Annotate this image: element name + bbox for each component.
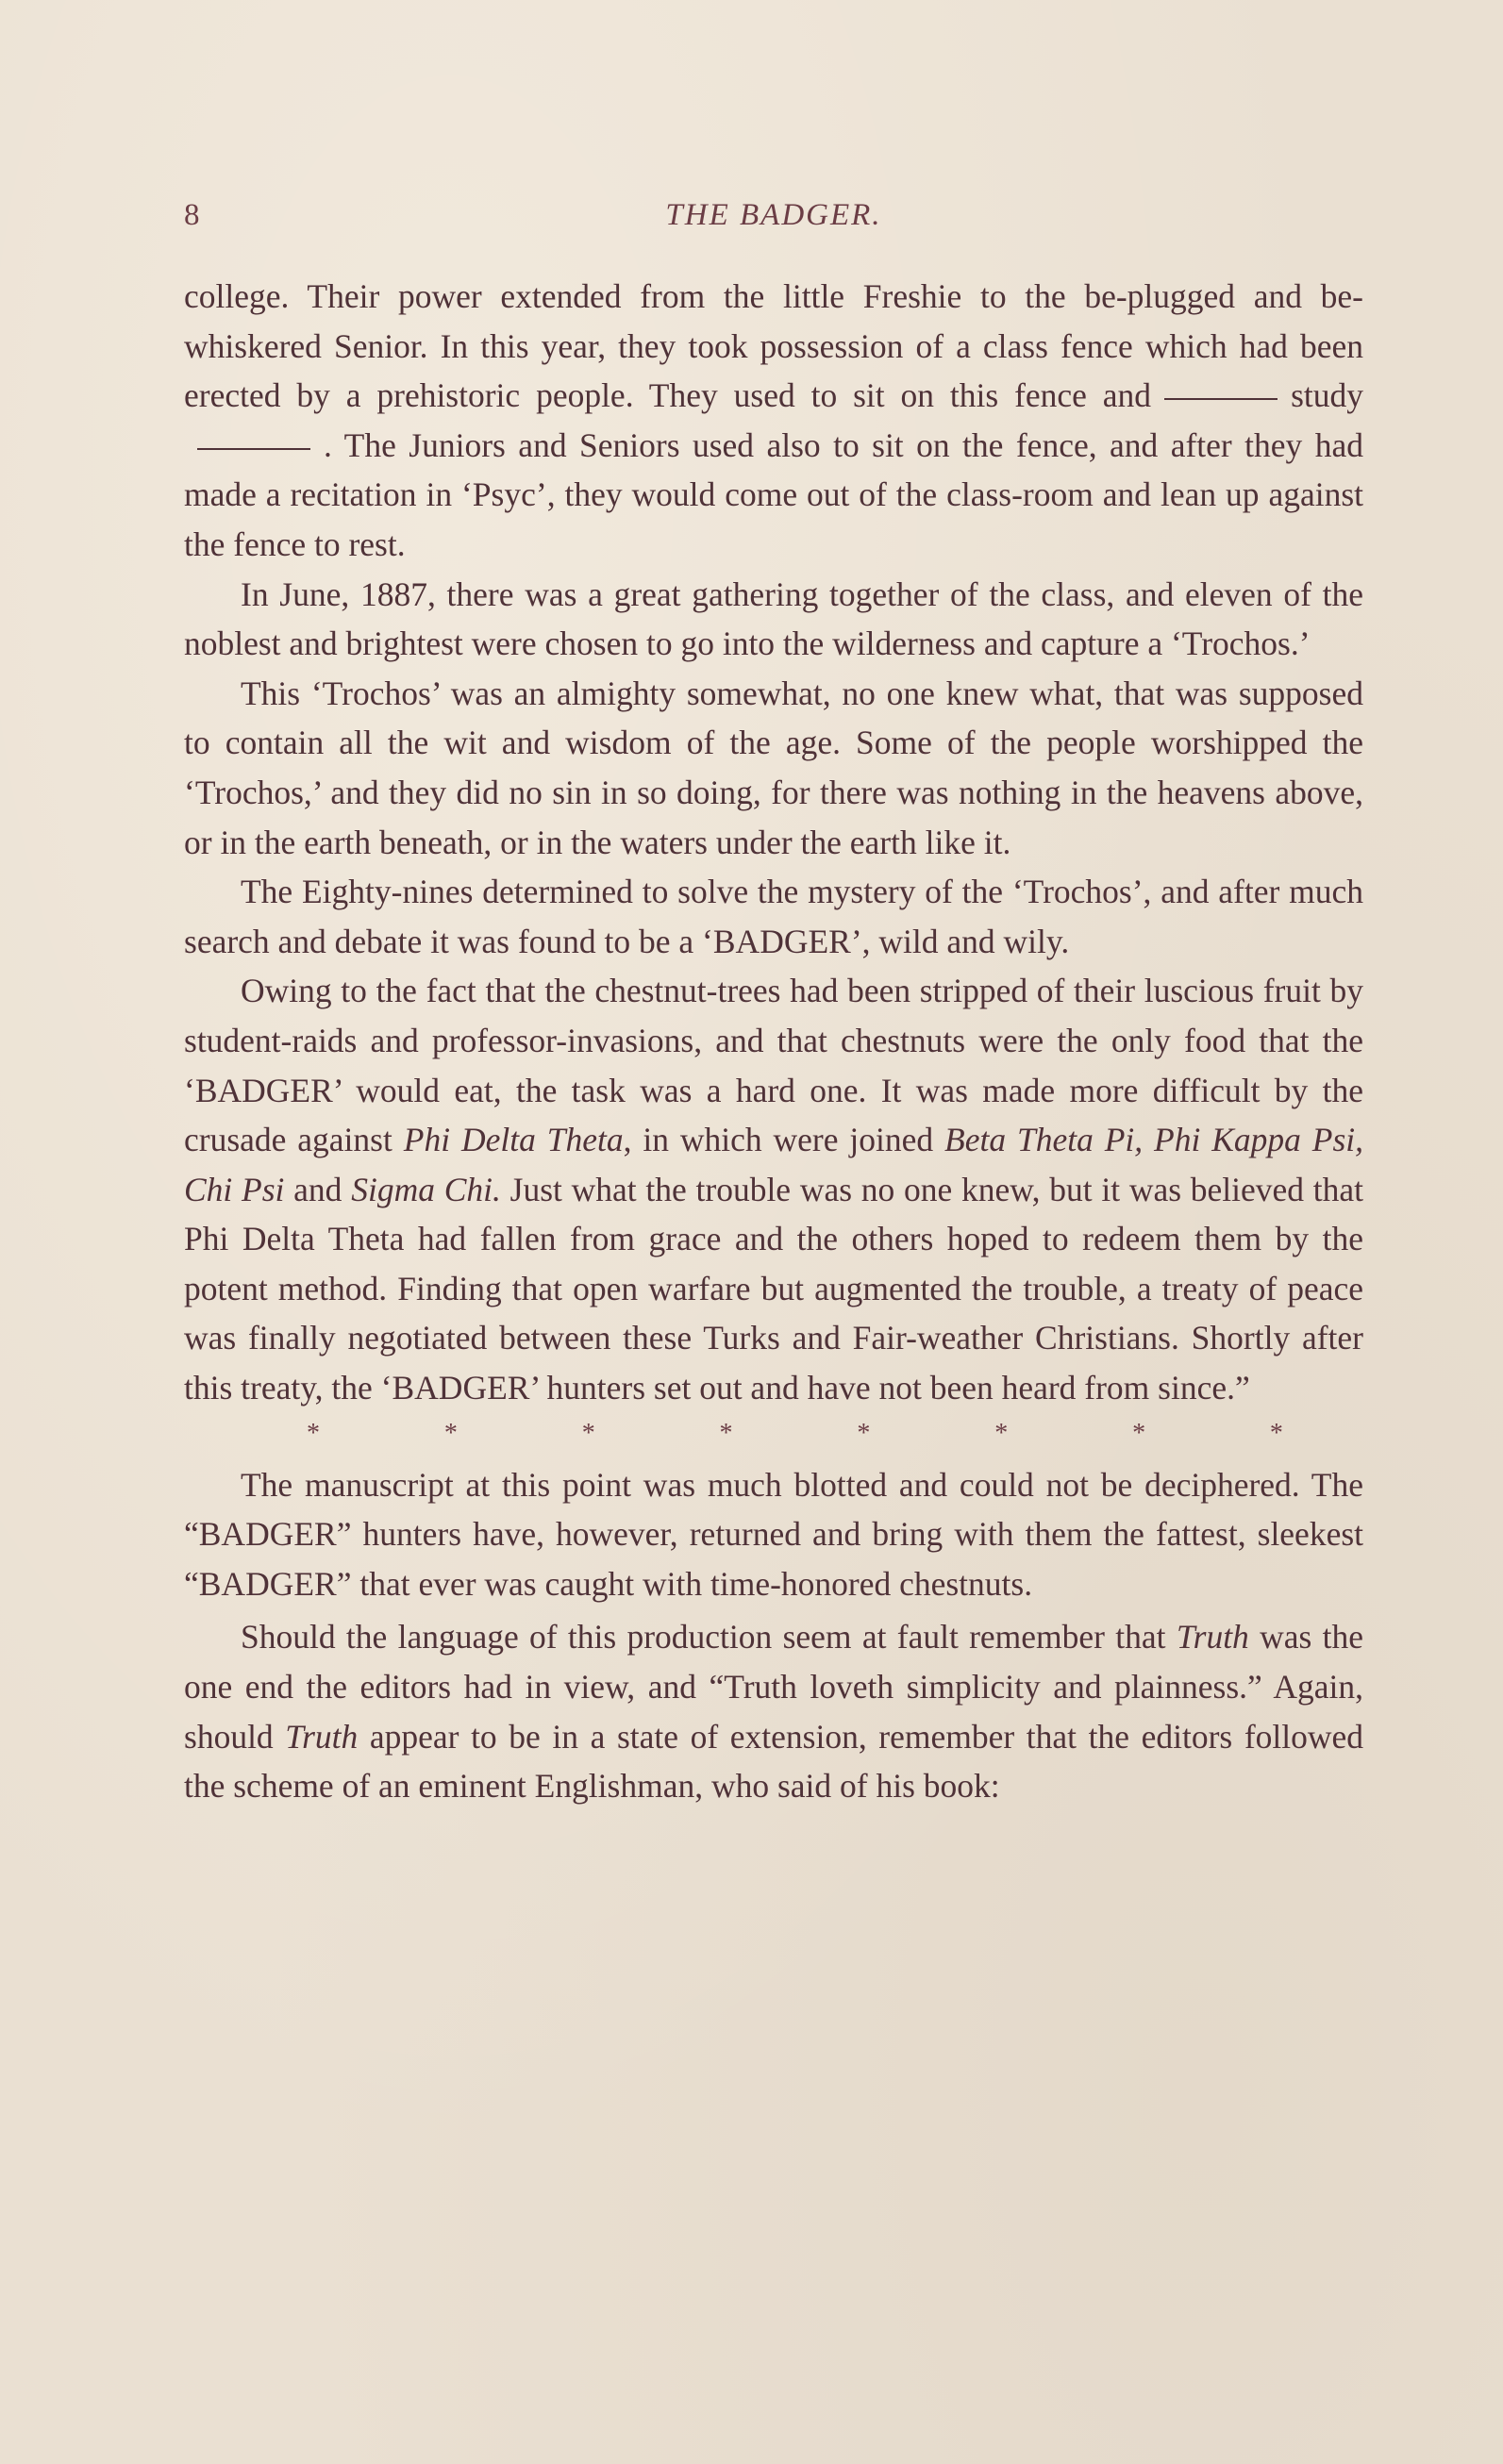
paragraph-3: This ‘Trochos’ was an almighty somewhat, no one knew what, that was supposed to contain all the wit and wisdom of the age. Some of the people worshipped the ‘Trochos,’ and they did no sin in so doing, for there was nothing in the heavens above, or in the earth beneath, or in the waters under the earth like it. — [184, 674, 1363, 861]
paragraph-5-text-a: Owing to the fact that the chestnut-trees had been stripped of their luscious fruit by student-raids and professor-invasions, and that chestnuts were the only food that the ‘BADGER’ would eat, the task was a hard one. It was made more difficult by the crusade against — [184, 972, 1363, 1159]
fraternity-name-italic: Sigma Chi. — [351, 1170, 501, 1208]
paragraph-5-text-d: Just what the trouble was no one knew, but it was believed that Phi Delta Theta had fallen from grace and the others hoped to redeem them by the potent method. Finding that open warfare but augmented the trouble, a treaty of peace was finally negotiated between these Turks and Fair-weather Christians. Shortly after this treaty, the ‘BADGER’ hunters set out and have not been heard from since.” — [184, 1170, 1364, 1407]
asterisk: * — [307, 1418, 320, 1448]
em-dash-rule — [1164, 398, 1278, 400]
asterisk: * — [1132, 1418, 1146, 1448]
paragraph-6: The manuscript at this point was much blotted and could not be deciphered. The “BADGER” hunters have, however, returned and bring with them the fattest, sleekest “BADGER” that ever was caught with time-honored chestnuts. — [184, 1465, 1363, 1603]
running-title: THE BADGER. — [665, 198, 882, 232]
paragraph-7-text-a: Should the language of this production seem at fault remember that — [241, 1618, 1166, 1657]
fraternity-name-italic: Phi Delta Theta — [403, 1121, 624, 1159]
paragraph-1-text-c: . The Juniors and Seniors used also to sit on the fence, and after they had made a recitation in ‘Psyc’, they would come out of the class-room and lean up against the fence to rest. — [184, 425, 1363, 563]
paragraph-4: The Eighty-nines determined to solve the mystery of the ‘Trochos’, and after much search and debate it was found to be a ‘BADGER’, wild and wily. — [184, 873, 1363, 960]
paragraph-7-text-c: appear to be in a state of extension, remember that the editors followed the scheme of an eminent Englishman, who said of his book: — [184, 1717, 1364, 1806]
paragraph-2: In June, 1887, there was a great gathering together of the class, and eleven of the noblest and brightest were chosen to go into the wilderness and capture a ‘Trochos.’ — [184, 574, 1363, 663]
paragraph-1-text-a: college. Their power extended from the little Freshie to the be-plugged and be-whiskered Senior. In this year, they took possession of a class fence which had been erected by a prehistoric people. They used to sit on this fence and — [184, 277, 1363, 415]
paragraph-5-text-c: and — [293, 1170, 342, 1208]
em-dash-rule — [197, 448, 310, 450]
asterisk: * — [719, 1418, 733, 1448]
asterisk: * — [443, 1418, 458, 1448]
paragraph-1 — [184, 272, 1363, 570]
section-break-asterisks — [184, 1415, 1363, 1453]
paragraph-5 — [184, 966, 1363, 1412]
asterisk: * — [1269, 1418, 1283, 1448]
paragraph-7-text-b: was the one end the editors had in view, and “Truth loveth simplicity and plainness.” Again, should — [184, 1618, 1364, 1756]
fraternity-names-italic: Beta Theta Pi, Phi Kappa Psi, Chi Psi — [184, 1121, 1364, 1208]
paragraph-1-text-b: study — [1291, 376, 1363, 415]
asterisk: * — [857, 1418, 871, 1448]
asterisk: * — [994, 1418, 1009, 1448]
page-number: 8 — [184, 198, 200, 232]
paragraph-7 — [184, 1612, 1363, 1810]
body-text — [184, 272, 1363, 1811]
truth-italic: Truth — [285, 1717, 359, 1756]
asterisk: * — [581, 1418, 595, 1448]
truth-italic: Truth — [1176, 1618, 1249, 1657]
paragraph-5-text-b: , in which were joined — [623, 1121, 934, 1159]
page-header — [184, 198, 1363, 245]
